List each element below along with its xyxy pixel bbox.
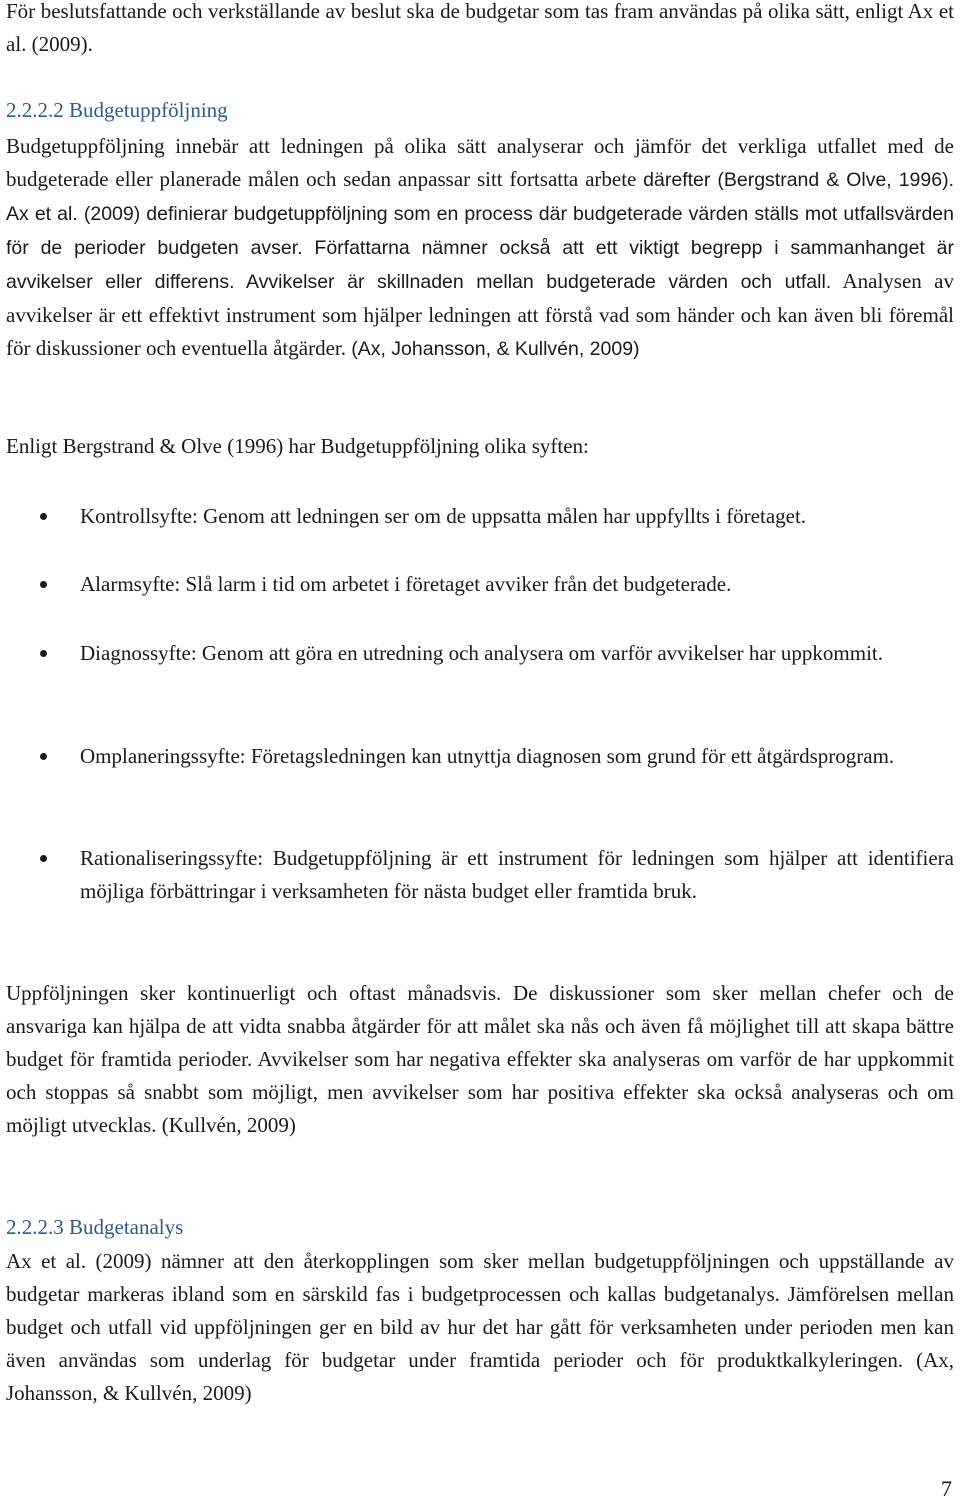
purpose-kontrollsyfte: Kontrollsyfte: Genom att ledningen ser om de uppsatta målen har uppfyllts i företaget. (80, 504, 807, 528)
budgetanalys-paragraph: Ax et al. (2009) nämner att den återkopplingen som sker mellan budgetuppföljningen och uppställande av budgetar markeras ibland som en särskild fas i budgetprocessen och kallas budgetanalys. Jämförelsen mellan budget och utfall vid uppföljningen ger en bild av hur det har gått för verksamheten under perioden men kan även användas som underlag för budgetar under framtida perioder och för produktkalkyleringen. (Ax, Johansson, & Kullvén, 2009) (6, 1249, 954, 1405)
purpose-diagnossyfte: Diagnossyfte: Genom att göra en utredning och analysera om varför avvikelser har uppkommit. (80, 641, 884, 665)
bullet-icon (40, 855, 47, 862)
followup-paragraph: Uppföljningen sker kontinuerligt och oftast månadsvis. De diskussioner som sker mellan chefer och de ansvariga kan hjälpa de att vidta snabba åtgärder för att målet ska nås och även få möjlighet till att skapa bättre budget för framtida perioder. Avvikelser som har negativa effekter ska analyseras om varför de har uppkommit och stoppas så snabbt som möjligt, men avvikelser som har positiva effekter ska också analyseras och om möjligt utvecklas. (Kullvén, 2009) (6, 981, 954, 1137)
purpose-alarmsyfte: Alarmsyfte: Slå larm i tid om arbetet i företaget avviker från det budgeterade. (80, 572, 732, 596)
purpose-omplaneringssyfte: Omplaneringssyfte: Företagsledningen kan utnyttja diagnosen som grund för ett åtgärdsprogram. (80, 744, 895, 768)
purposes-intro: Enligt Bergstrand & Olve (1996) har Budgetuppföljning olika syften: (6, 434, 589, 458)
bullet-icon (40, 650, 47, 657)
list-item (6, 637, 954, 670)
paragraph-serif-part-a: Budgetuppföljning innebär att ledningen på olika sätt analyserar och jämför det verkliga utfallet med de budgeterade eller planerade målen och sedan anpassar sitt fortsatta arbete (6, 134, 954, 191)
section-heading-budgetuppfoljning: 2.2.2.2 Budgetuppföljning (6, 98, 228, 122)
list-item (6, 842, 954, 908)
paragraph-sans-part-a: därefter (Bergstrand & Olve, 1996). Ax et al. (2009) definierar budgetuppföljning som en process där budgeterade värden ställs mot utfallsvärden för de perioder budgeten avser. Författarna nämner också att ett viktigt begrepp i sammanhanget är avvikelser eller differens. Avvikelser är skillnaden mellan budgeterade värden och utfall. (6, 169, 954, 293)
purpose-rationaliseringssyfte: Rationaliseringssyfte: Budgetuppföljning är ett instrument för ledningen som hjälper att identifiera möjliga förbättringar i verksamheten för nästa budget eller framtida bruk. (80, 846, 954, 903)
paragraph-sans-part-b: (Ax, Johansson, & Kullvén, 2009) (351, 338, 640, 360)
bullet-icon (40, 513, 47, 520)
budgetuppfoljning-paragraph (6, 130, 954, 366)
list-item (6, 500, 954, 533)
bullet-icon (40, 581, 47, 588)
bullet-icon (40, 753, 47, 760)
intro-paragraph: För beslutsfattande och verkställande av beslut ska de budgetar som tas fram användas på olika sätt, enligt Ax et al. (2009). (6, 0, 954, 56)
list-item (6, 568, 954, 601)
page-number: 7 (941, 1476, 952, 1501)
list-item (6, 740, 954, 773)
section-heading-budgetanalys: 2.2.2.3 Budgetanalys (6, 1215, 184, 1239)
paragraph-serif-part-b: Analysen av avvikelser är ett effektivt instrument som hjälper ledningen att förstå vad som händer och kan även bli föremål för diskussioner och eventuella åtgärder. (6, 269, 954, 360)
